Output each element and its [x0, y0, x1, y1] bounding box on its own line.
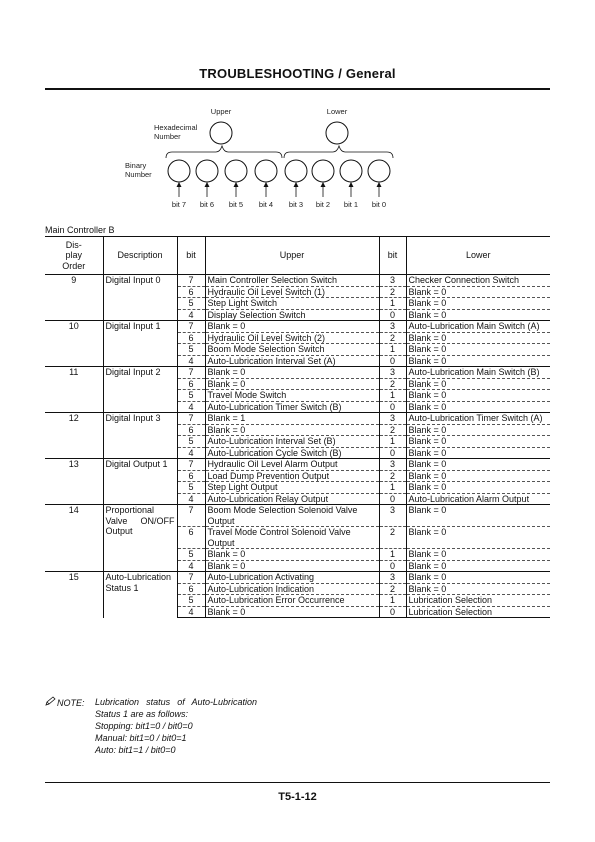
lower-bit-cell: 0: [379, 493, 406, 505]
header-description: Description: [103, 237, 177, 275]
upper-cell: Hydraulic Oil Level Switch (2): [205, 332, 379, 344]
header-bit: bit: [379, 237, 406, 275]
section-label: Main Controller B: [45, 225, 115, 235]
upper-cell: Main Controller Selection Switch: [205, 275, 379, 287]
arrow-head-icon: [377, 182, 382, 187]
lower-bit-cell: 0: [379, 309, 406, 321]
upper-hex-circle: [210, 122, 232, 144]
lower-bit-cell: 1: [379, 549, 406, 561]
upper-bit-cell: 4: [177, 355, 205, 367]
lower-cell: Blank = 0: [406, 505, 550, 527]
lower-bit-cell: 0: [379, 401, 406, 413]
header-bit: bit: [177, 237, 205, 275]
lower-bit-cell: 2: [379, 424, 406, 436]
upper-cell: Blank = 0: [205, 549, 379, 561]
lower-bit-cell: 1: [379, 595, 406, 607]
upper-bit-cell: 5: [177, 549, 205, 561]
lower-cell: Blank = 0: [406, 527, 550, 549]
lower-brace: [284, 146, 393, 158]
lower-cell: Lubrication Selection: [406, 606, 550, 618]
bit-circle: [225, 160, 247, 182]
lower-cell: Blank = 0: [406, 572, 550, 584]
upper-bit-cell: 7: [177, 413, 205, 425]
table-row: [45, 572, 550, 584]
upper-brace: [166, 146, 282, 158]
lower-bit-cell: 2: [379, 378, 406, 390]
lower-cell: Auto-Lubrication Main Switch (B): [406, 367, 550, 379]
upper-cell: Display Selection Switch: [205, 309, 379, 321]
lower-bit-cell: 3: [379, 321, 406, 333]
lower-bit-cell: 1: [379, 482, 406, 494]
bit-diagram: [0, 0, 595, 230]
lower-cell: Blank = 0: [406, 390, 550, 402]
upper-bit-cell: 5: [177, 436, 205, 448]
page-title: TROUBLESHOOTING / General: [199, 66, 396, 81]
lower-cell: Blank = 0: [406, 459, 550, 471]
note-line: Manual: bit1=0 / bit0=1: [95, 733, 187, 743]
table-header-row: [45, 237, 550, 275]
bit-label: bit 3: [288, 200, 304, 209]
upper-cell: Hydraulic Oil Level Switch (1): [205, 286, 379, 298]
upper-cell: Auto-Lubrication Error Occurrence: [205, 595, 379, 607]
lower-cell: Auto-Lubrication Timer Switch (A): [406, 413, 550, 425]
lower-bit-cell: 2: [379, 332, 406, 344]
lower-cell: Blank = 0: [406, 298, 550, 310]
lower-bit-cell: 0: [379, 560, 406, 572]
header-upper: Upper: [205, 237, 379, 275]
upper-bit-cell: 5: [177, 298, 205, 310]
upper-cell: Blank = 0: [205, 424, 379, 436]
bit-label: bit 2: [315, 200, 331, 209]
lower-bit-cell: 0: [379, 447, 406, 459]
upper-cell: Step Light Output: [205, 482, 379, 494]
bit-circle: [368, 160, 390, 182]
table-row: [45, 413, 550, 425]
lower-cell: Blank = 0: [406, 309, 550, 321]
upper-cell: Travel Mode Switch: [205, 390, 379, 402]
lower-bit-cell: 2: [379, 286, 406, 298]
upper-cell: Step Light Switch: [205, 298, 379, 310]
upper-bit-cell: 6: [177, 470, 205, 482]
lower-bit-cell: 2: [379, 527, 406, 549]
lower-cell: Blank = 0: [406, 436, 550, 448]
description-cell: Digital Input 2: [103, 367, 177, 413]
upper-bit-cell: 7: [177, 505, 205, 527]
upper-bit-cell: 4: [177, 309, 205, 321]
upper-bit-cell: 7: [177, 367, 205, 379]
bit-circle: [285, 160, 307, 182]
upper-cell: Blank = 0: [205, 560, 379, 572]
display-order: 12: [45, 413, 103, 459]
upper-bit-cell: 6: [177, 332, 205, 344]
upper-bit-cell: 7: [177, 275, 205, 287]
lower-cell: Blank = 0: [406, 332, 550, 344]
description-cell: Digital Input 3: [103, 413, 177, 459]
bit-circle: [312, 160, 334, 182]
lower-bit-cell: 2: [379, 470, 406, 482]
lower-cell: Auto-Lubrication Alarm Output: [406, 493, 550, 505]
lower-cell: Blank = 0: [406, 560, 550, 572]
lower-bit-cell: 3: [379, 459, 406, 471]
upper-bit-cell: 4: [177, 447, 205, 459]
header-lower: Lower: [406, 237, 550, 275]
lower-bit-cell: 0: [379, 606, 406, 618]
display-order: 9: [45, 275, 103, 321]
lower-cell: Blank = 0: [406, 549, 550, 561]
bin-label-line1: Binary: [125, 161, 147, 170]
note-line: Status 1 are as follows:: [95, 709, 189, 719]
upper-bit-cell: 7: [177, 459, 205, 471]
table-row: [45, 367, 550, 379]
lower-cell: Blank = 0: [406, 378, 550, 390]
upper-bit-cell: 4: [177, 493, 205, 505]
lower-bit-cell: 3: [379, 275, 406, 287]
bit-circle: [196, 160, 218, 182]
display-order: 10: [45, 321, 103, 367]
upper-cell: Load Dump Prevention Output: [205, 470, 379, 482]
lower-bit-cell: 0: [379, 355, 406, 367]
lower-bit-cell: 3: [379, 413, 406, 425]
upper-bit-cell: 5: [177, 482, 205, 494]
upper-cell: Auto-Lubrication Cycle Switch (B): [205, 447, 379, 459]
upper-cell: Hydraulic Oil Level Alarm Output: [205, 459, 379, 471]
lower-bit-cell: 1: [379, 436, 406, 448]
upper-cell: Blank = 1: [205, 413, 379, 425]
arrow-head-icon: [264, 182, 269, 187]
display-order: 14: [45, 505, 103, 572]
note-line: Stopping: bit1=0 / bit0=0: [95, 721, 193, 731]
bit-label: bit 1: [343, 200, 359, 209]
lower-cell: Blank = 0: [406, 355, 550, 367]
lower-bit-cell: 3: [379, 505, 406, 527]
arrow-head-icon: [349, 182, 354, 187]
arrow-head-icon: [205, 182, 210, 187]
table-row: [45, 505, 550, 527]
bit-label: bit 5: [228, 200, 244, 209]
display-order: 13: [45, 459, 103, 505]
upper-bit-cell: 6: [177, 424, 205, 436]
lower-cell: Blank = 0: [406, 447, 550, 459]
table-row: [45, 275, 550, 287]
upper-cell: Boom Mode Selection Solenoid Valve Output: [205, 505, 379, 527]
upper-cell: Boom Mode Selection Switch: [205, 344, 379, 356]
bin-label-line2: Number: [125, 170, 152, 179]
hex-label-line1: Hexadecimal: [154, 123, 198, 132]
lower-label: Lower: [326, 107, 348, 116]
lower-cell: Blank = 0: [406, 583, 550, 595]
upper-cell: Auto-Lubrication Activating: [205, 572, 379, 584]
table-row: [45, 321, 550, 333]
lower-bit-cell: 3: [379, 572, 406, 584]
upper-bit-cell: 7: [177, 321, 205, 333]
arrow-head-icon: [234, 182, 239, 187]
table-row: [45, 459, 550, 471]
display-order: 15: [45, 572, 103, 618]
upper-cell: Blank = 0: [205, 378, 379, 390]
note-line: Auto: bit1=1 / bit0=0: [95, 745, 176, 755]
description-cell: Digital Input 0: [103, 275, 177, 321]
lower-hex-circle: [326, 122, 348, 144]
bit-label: bit 6: [199, 200, 215, 209]
lower-bit-cell: 2: [379, 583, 406, 595]
header-display-order: Dis- play Order: [45, 237, 103, 275]
lower-bit-cell: 1: [379, 344, 406, 356]
bit-circle: [340, 160, 362, 182]
footer-rule: [45, 782, 550, 783]
note-label: NOTE:: [57, 698, 85, 708]
upper-bit-cell: 7: [177, 572, 205, 584]
upper-cell: Blank = 0: [205, 321, 379, 333]
pencil-icon: [45, 696, 57, 709]
lower-cell: Checker Connection Switch: [406, 275, 550, 287]
upper-cell: Auto-Lubrication Indication: [205, 583, 379, 595]
page-number: T5-1-12: [278, 791, 317, 803]
hex-label-line2: Number: [154, 132, 181, 141]
note-line: Lubrication status of Auto-Lubrication: [95, 697, 257, 707]
lower-cell: Blank = 0: [406, 482, 550, 494]
lower-bit-cell: 3: [379, 367, 406, 379]
upper-bit-cell: 6: [177, 583, 205, 595]
upper-cell: Blank = 0: [205, 367, 379, 379]
lower-bit-cell: 1: [379, 298, 406, 310]
lower-cell: Auto-Lubrication Main Switch (A): [406, 321, 550, 333]
bit-label: bit 4: [258, 200, 274, 209]
upper-cell: Travel Mode Control Solenoid Valve Output: [205, 527, 379, 549]
upper-cell: Auto-Lubrication Relay Output: [205, 493, 379, 505]
description-cell: Proportional Valve ON/OFF Output: [103, 505, 177, 572]
upper-cell: Blank = 0: [205, 606, 379, 618]
lower-cell: Blank = 0: [406, 470, 550, 482]
upper-cell: Auto-Lubrication Timer Switch (B): [205, 401, 379, 413]
upper-bit-cell: 5: [177, 595, 205, 607]
upper-bit-cell: 6: [177, 286, 205, 298]
upper-label: Upper: [210, 107, 232, 116]
lower-cell: Lubrication Selection: [406, 595, 550, 607]
bit-circle: [255, 160, 277, 182]
lower-cell: Blank = 0: [406, 286, 550, 298]
description-cell: Auto-Lubrication Status 1: [103, 572, 177, 618]
upper-bit-cell: 4: [177, 401, 205, 413]
upper-bit-cell: 5: [177, 344, 205, 356]
controller-table: [45, 236, 550, 618]
upper-cell: Auto-Lubrication Interval Set (A): [205, 355, 379, 367]
arrow-head-icon: [294, 182, 299, 187]
lower-bit-cell: 1: [379, 390, 406, 402]
upper-bit-cell: 6: [177, 378, 205, 390]
arrow-head-icon: [177, 182, 182, 187]
lower-cell: Blank = 0: [406, 401, 550, 413]
note-body: [95, 696, 355, 756]
arrow-head-icon: [321, 182, 326, 187]
description-cell: Digital Input 1: [103, 321, 177, 367]
lower-cell: Blank = 0: [406, 424, 550, 436]
description-cell: Digital Output 1: [103, 459, 177, 505]
bit-circle: [168, 160, 190, 182]
lower-cell: Blank = 0: [406, 344, 550, 356]
upper-bit-cell: 6: [177, 527, 205, 549]
upper-bit-cell: 4: [177, 560, 205, 572]
display-order: 11: [45, 367, 103, 413]
bit-label: bit 0: [371, 200, 387, 209]
upper-bit-cell: 4: [177, 606, 205, 618]
bit-label: bit 7: [171, 200, 187, 209]
upper-bit-cell: 5: [177, 390, 205, 402]
upper-cell: Auto-Lubrication Interval Set (B): [205, 436, 379, 448]
